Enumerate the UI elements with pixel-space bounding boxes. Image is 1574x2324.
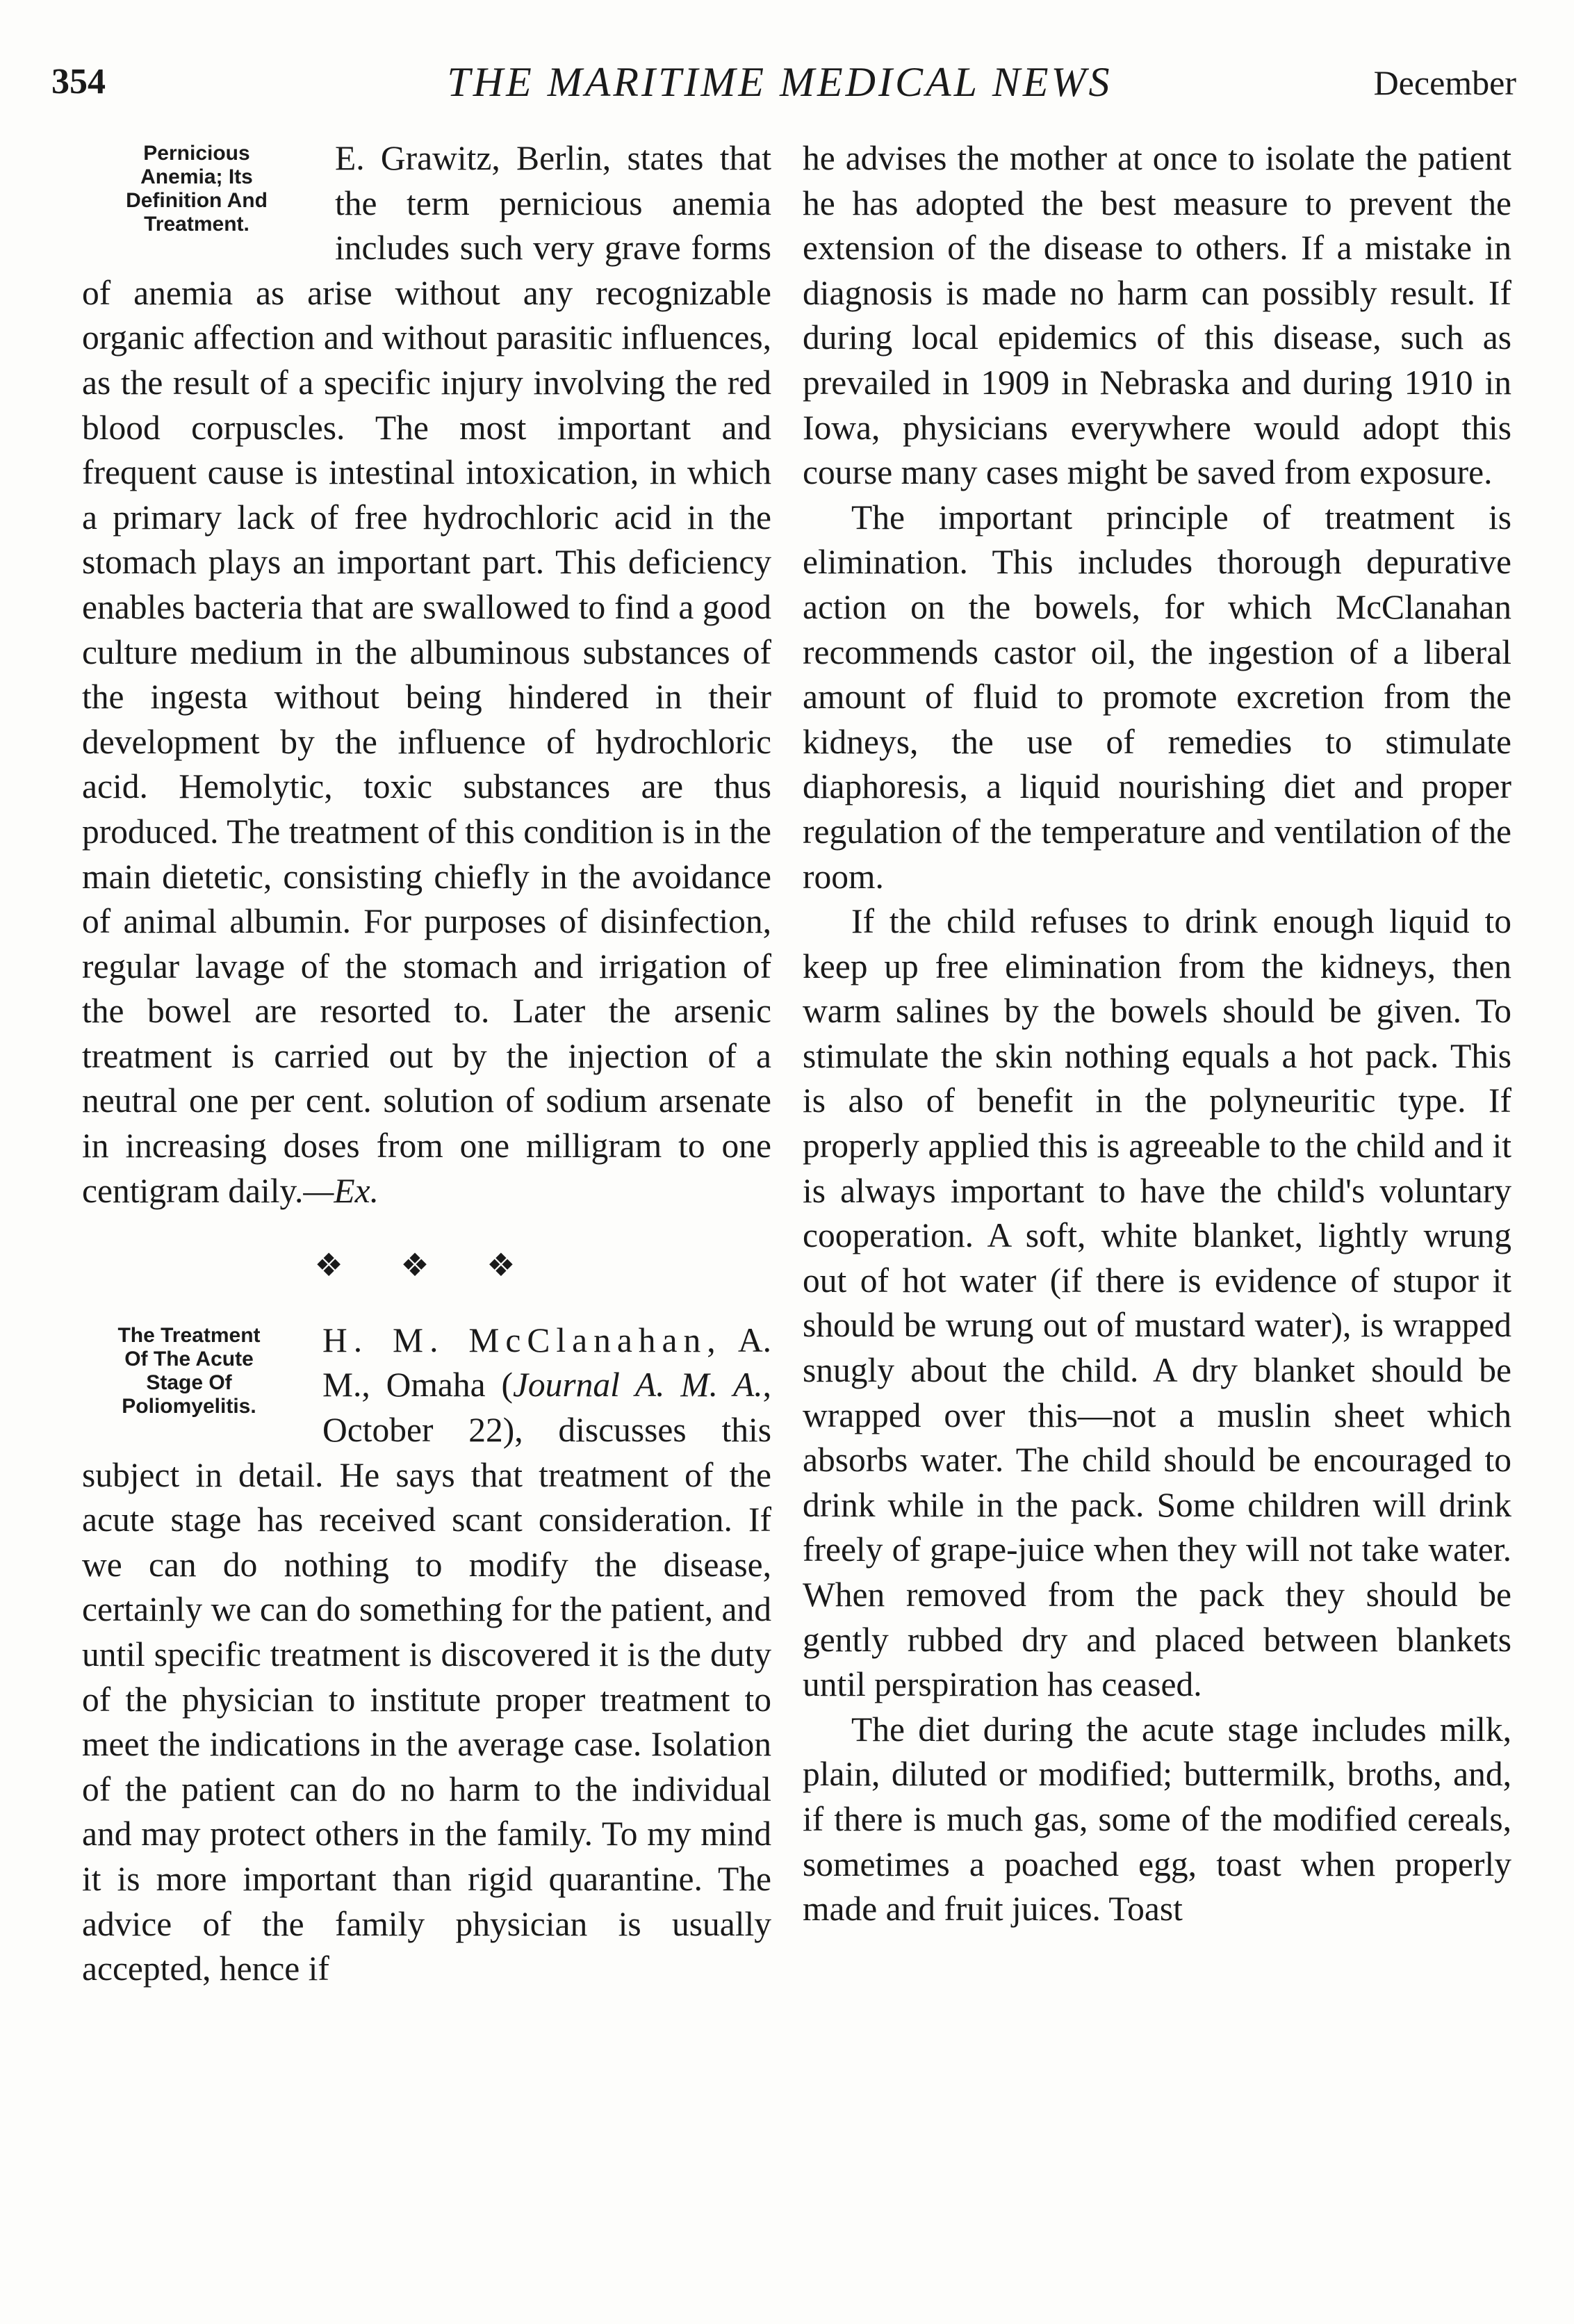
side-heading-pernicious-anemia <box>75 142 318 236</box>
article-citation-intro: A. M., Omaha ( <box>322 1320 771 1405</box>
side-heading-line: Anemia; Its <box>140 165 253 188</box>
article-citation-rest: , October 22), <box>322 1366 771 1450</box>
section-divider-ornament: ❖ ❖ ❖ <box>314 1246 539 1284</box>
journal-title: THE MARITIME MEDICAL NEWS <box>447 59 1113 105</box>
article-journal: Journal A. M. A. <box>512 1366 763 1405</box>
article-body: E. Grawitz, Berlin, states that the term pernicious anemia includes such very grave forms of anemia as arise without any recognizable organic affection and without parasitic influences, as the result of a specific injury involving the red blood corpuscles. The most important and frequent cause is intestinal intoxication, in which a primary lack of free hydrochloric acid in the stomach plays an important part. This deficiency enables bacteria that are swallowed to find a good culture medium in the albuminous substances of the ingesta without being hindered in their development by the influence of hydrochloric acid. Hemolytic, toxic substances are thus produced. The treatment of this condition is in the main dietetic, consisting chiefly in the avoidance of animal albumin. For purposes of disinfection, regular lavage of the stomach and irrigation of the bowel are resorted to. Later the arsenic treatment is carried out by the injection of a neutral one per cent. solution of sodium arsenate in increasing doses from one milligram to one centigram daily. <box>82 139 771 1210</box>
side-heading-poliomyelitis <box>75 1324 303 1418</box>
side-heading-line: Of The Acute <box>124 1347 254 1370</box>
article-author: H. M. McClanahan, <box>322 1320 722 1359</box>
paragraph: he advises the mother at once to isolate the patient he has adopted the best measure to prevent the extension of the disease to others. If a mistake in diagnosis is made no harm can possibly result. If during local epidemics of this disease, such as prevailed in 1909 in Nebraska and during 1910 in Iowa, physicians everywhere would adopt this course many cases might be saved from exposure. <box>803 139 1511 492</box>
left-column <box>82 136 771 1992</box>
article-pernicious-anemia <box>82 136 771 1213</box>
paragraph: If the child refuses to drink enough liquid to keep up free elimination from the kidneys, then warm salines by the bowels should be given. To stimulate the skin nothing equals a hot pack. This is also of benefit in the polyneuritic type. If properly applied this is agreeable to the child and it is always important to have the child's voluntary cooperation. A soft, white blanket, lightly wrung out of hot water (if there is evidence of stupor it should be wrung out of mustard water), is wrapped snugly about the child. A dry blanket should be wrapped over this—not a muslin sheet which absorbs water. The child should be encouraged to drink while in the pack. Some children will drink freely of grape-juice when they will not take water. When removed from the pack they should be gently rubbed dry and placed between blankets until perspiration has ceased. <box>803 902 1511 1704</box>
side-heading-line: Definition And <box>126 189 268 212</box>
side-heading-line: Stage Of <box>146 1370 232 1394</box>
right-column <box>803 136 1511 1932</box>
side-heading-line: The Treatment <box>117 1323 261 1347</box>
side-heading-line: Treatment. <box>144 213 249 236</box>
article-poliomyelitis <box>82 1318 771 1992</box>
side-heading-line: Pernicious <box>143 142 250 165</box>
article-source: —Ex. <box>303 1171 379 1210</box>
article-body: discusses this subject in detail. He says that treatment of the acute stage has received scant consideration. If we can do nothing to modify the disease, certainly we can do something for the patient, and until specific treatment is discovered it is the duty of the physician to institute proper treatment to meet the indications in the average case. Isolation of the patient can do no harm to the individual and may protect others in the family. To my mind it is more important than rigid quarantine. The advice of the family physician is usually accepted, hence if <box>82 1411 771 1988</box>
paragraph: The diet during the acute stage includes milk, plain, diluted or modified; buttermilk, broths, and, if there is much gas, some of the modified cereals, sometimes a poached egg, toast when properly made and fruit juices. Toast <box>803 1710 1511 1929</box>
paragraph: The important principle of treatment is elimination. This includes thorough depurative action on the bowels, for which McClanahan recommends castor oil, the ingestion of a liberal amount of fluid to promote excretion from the kidneys, the use of remedies to stimulate diaphoresis, a liquid nourishing diet and proper regulation of the temperature and ventilation of the room. <box>803 498 1511 896</box>
running-header <box>43 49 1516 104</box>
issue-month: December <box>1373 63 1516 102</box>
side-heading-line: Poliomyelitis. <box>122 1394 256 1418</box>
page-number: 354 <box>51 62 106 101</box>
